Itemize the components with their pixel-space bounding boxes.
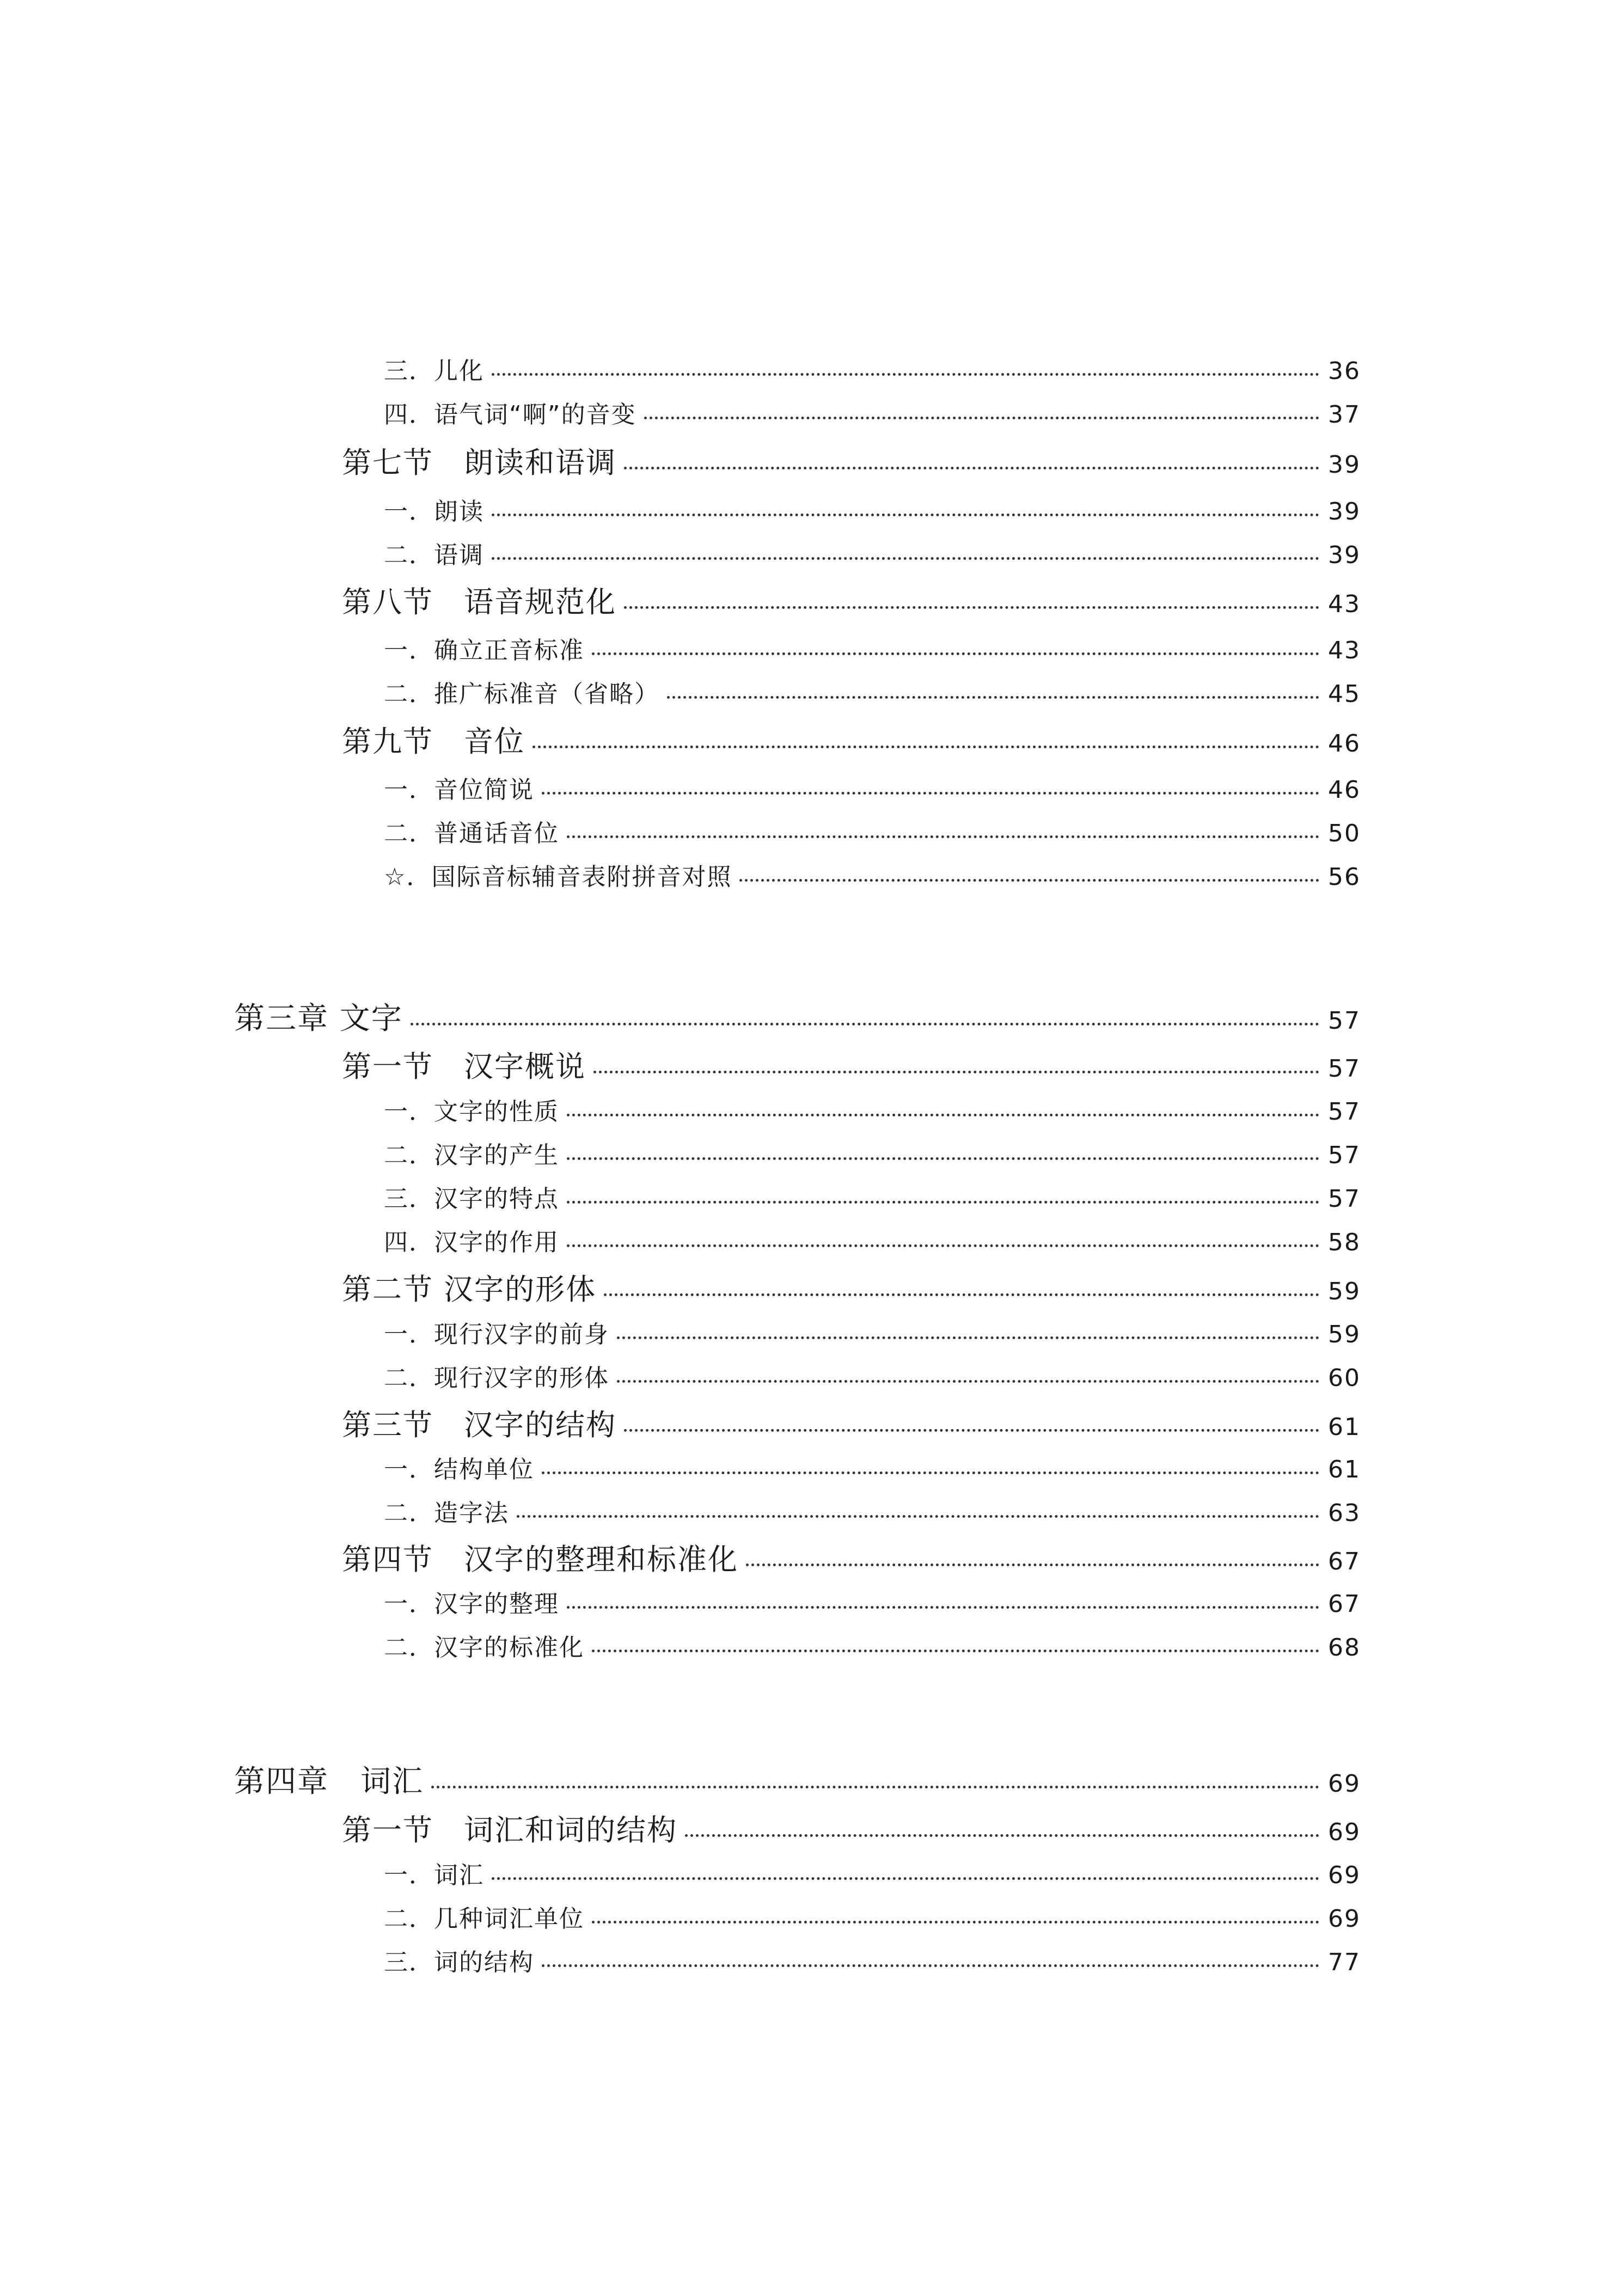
toc-entry[interactable] [342, 579, 1361, 621]
toc-entry-label: 一．朗读 [384, 498, 484, 526]
toc-entry[interactable] [342, 439, 1361, 481]
toc-entry-label: ☆．国际音标辅音表附拼音对照 [384, 863, 732, 891]
dot-leader [592, 1921, 1319, 1923]
toc-entry-label: 第一节 汉字概说 [342, 1049, 586, 1084]
toc-entry[interactable] [384, 1135, 1361, 1170]
dot-leader [542, 1471, 1319, 1474]
toc-entry-label: 第四章 词汇 [234, 1764, 424, 1799]
toc-entry[interactable] [342, 718, 1361, 760]
toc-entry[interactable] [384, 1092, 1361, 1127]
dot-leader [567, 1157, 1319, 1160]
toc-entry[interactable] [384, 1628, 1361, 1663]
toc-page-number: 60 [1328, 1364, 1361, 1392]
dot-leader [624, 606, 1319, 609]
toc-page-number: 61 [1328, 1456, 1361, 1483]
toc-page-number: 57 [1328, 1098, 1361, 1126]
toc-entry-label: 二．现行汉字的形体 [384, 1364, 609, 1392]
toc-entry[interactable] [384, 492, 1361, 527]
dot-leader [542, 1964, 1319, 1967]
toc-entry-label: 一．文字的性质 [384, 1098, 559, 1126]
toc-entry-label: 一．确立正音标准 [384, 637, 584, 664]
toc-entry-label: 一．结构单位 [384, 1456, 534, 1483]
dot-leader [667, 696, 1319, 699]
toc-entry[interactable] [384, 395, 1361, 430]
toc-entry-label: 一．词汇 [384, 1861, 484, 1889]
toc-page-number: 67 [1328, 1548, 1361, 1576]
dot-leader [624, 1429, 1319, 1432]
toc-page-number: 77 [1328, 1949, 1361, 1976]
toc-entry-label: 第七节 朗读和语调 [342, 445, 616, 480]
toc-entry[interactable] [234, 1757, 1361, 1801]
toc-page-number: 69 [1328, 1818, 1361, 1846]
toc-entry[interactable] [342, 1536, 1361, 1578]
toc-page-number: 69 [1328, 1770, 1361, 1798]
dot-leader [517, 1515, 1319, 1518]
toc-entry-label: 第四节 汉字的整理和标准化 [342, 1542, 738, 1577]
toc-entry-label: 二．推广标准音（省略） [384, 680, 659, 708]
toc-page-number: 36 [1328, 357, 1361, 385]
toc-entry-label: 二．汉字的标准化 [384, 1634, 584, 1662]
toc-page-number: 43 [1328, 590, 1361, 618]
dot-leader [624, 467, 1319, 469]
toc-entry-label: 第八节 语音规范化 [342, 585, 616, 619]
toc-page-number: 37 [1328, 401, 1361, 429]
dot-leader [567, 1244, 1319, 1247]
dot-leader [604, 1293, 1319, 1296]
toc-entry[interactable] [384, 631, 1361, 665]
toc-page-number: 39 [1328, 498, 1361, 526]
toc-page-number: 50 [1328, 820, 1361, 847]
toc-page-number: 57 [1328, 1141, 1361, 1169]
toc-entry-label: 二．普通话音位 [384, 820, 559, 847]
toc-entry[interactable] [384, 814, 1361, 848]
toc-entry[interactable] [384, 1943, 1361, 1977]
toc-entry[interactable] [384, 1450, 1361, 1485]
toc-page-number: 57 [1328, 1185, 1361, 1213]
dot-leader [617, 1336, 1319, 1339]
dot-leader [685, 1834, 1319, 1837]
toc-entry[interactable] [384, 1493, 1361, 1528]
toc-entry-label: 第一节 词汇和词的结构 [342, 1813, 677, 1847]
toc-page-number: 56 [1328, 863, 1361, 891]
toc-entry-label: 一．汉字的整理 [384, 1590, 559, 1618]
dot-leader [567, 1201, 1319, 1204]
toc-entry-label: 三．汉字的特点 [384, 1185, 559, 1213]
dot-leader [746, 1564, 1319, 1566]
toc-entry[interactable] [342, 1807, 1361, 1849]
toc-entry-label: 第三节 汉字的结构 [342, 1408, 616, 1442]
dot-leader [593, 1071, 1319, 1073]
toc-page-number: 59 [1328, 1321, 1361, 1348]
toc-entry[interactable] [384, 1584, 1361, 1619]
toc-entry[interactable] [234, 994, 1361, 1038]
dot-leader [644, 417, 1319, 419]
dot-leader [739, 879, 1319, 882]
dot-leader [431, 1786, 1319, 1788]
toc-entry-label: 三．词的结构 [384, 1949, 534, 1976]
toc-page-number: 46 [1328, 776, 1361, 804]
dot-leader [532, 746, 1319, 748]
toc-entry-label: 第九节 音位 [342, 724, 525, 759]
dot-leader [492, 373, 1319, 376]
toc-entry[interactable] [384, 857, 1361, 892]
toc-entry-label: 二．汉字的产生 [384, 1141, 559, 1169]
dot-leader [592, 652, 1319, 655]
toc-page-number: 39 [1328, 451, 1361, 479]
toc-entry-label: 一．音位简说 [384, 776, 534, 804]
toc-entry-label: 二．语调 [384, 541, 484, 569]
toc-entry[interactable] [384, 1358, 1361, 1393]
toc-entry[interactable] [384, 1315, 1361, 1349]
dot-leader [567, 1114, 1319, 1116]
toc-page-number: 57 [1328, 1055, 1361, 1083]
toc-page-number: 69 [1328, 1861, 1361, 1889]
toc-entry[interactable] [384, 535, 1361, 570]
toc-page-number: 39 [1328, 541, 1361, 569]
toc-page-number: 68 [1328, 1634, 1361, 1662]
toc-page-number: 57 [1328, 1007, 1361, 1035]
toc-entry[interactable] [384, 351, 1361, 386]
toc-entry[interactable] [342, 1266, 1361, 1308]
toc-page-number: 69 [1328, 1905, 1361, 1933]
toc-entry-label: 三．儿化 [384, 357, 484, 385]
toc-page-number: 46 [1328, 730, 1361, 758]
dot-leader [617, 1380, 1319, 1383]
toc-page-number: 67 [1328, 1590, 1361, 1618]
toc-page-number: 63 [1328, 1499, 1361, 1527]
toc-entry-label: 一．现行汉字的前身 [384, 1321, 609, 1348]
toc-page-number: 58 [1328, 1229, 1361, 1256]
toc-page-number: 61 [1328, 1413, 1361, 1441]
dot-leader [411, 1023, 1319, 1025]
toc-page-number: 45 [1328, 680, 1361, 708]
toc-entry-label: 四．语气词“啊”的音变 [384, 401, 636, 429]
dot-leader [542, 792, 1319, 795]
toc-entry-label: 二．几种词汇单位 [384, 1905, 584, 1933]
dot-leader [592, 1650, 1319, 1652]
toc-entry[interactable] [342, 1402, 1361, 1444]
toc-entry-label: 四．汉字的作用 [384, 1229, 559, 1256]
dot-leader [492, 557, 1319, 560]
dot-leader [492, 514, 1319, 516]
toc-entry[interactable] [384, 1223, 1361, 1257]
dot-leader [567, 835, 1319, 838]
toc-entry-label: 二．造字法 [384, 1499, 509, 1527]
toc-entry[interactable] [342, 1043, 1361, 1085]
toc-entry-label: 第二节 汉字的形体 [342, 1272, 597, 1306]
toc-entry[interactable] [384, 1855, 1361, 1890]
toc-entry[interactable] [384, 1179, 1361, 1214]
toc-page-number: 59 [1328, 1278, 1361, 1305]
toc-entry[interactable] [384, 674, 1361, 709]
dot-leader [492, 1877, 1319, 1880]
toc-entry-label: 第三章 文字 [234, 1001, 403, 1036]
toc-entry[interactable] [384, 1899, 1361, 1934]
toc-page-number: 43 [1328, 637, 1361, 664]
toc-entry[interactable] [384, 770, 1361, 805]
dot-leader [567, 1606, 1319, 1609]
